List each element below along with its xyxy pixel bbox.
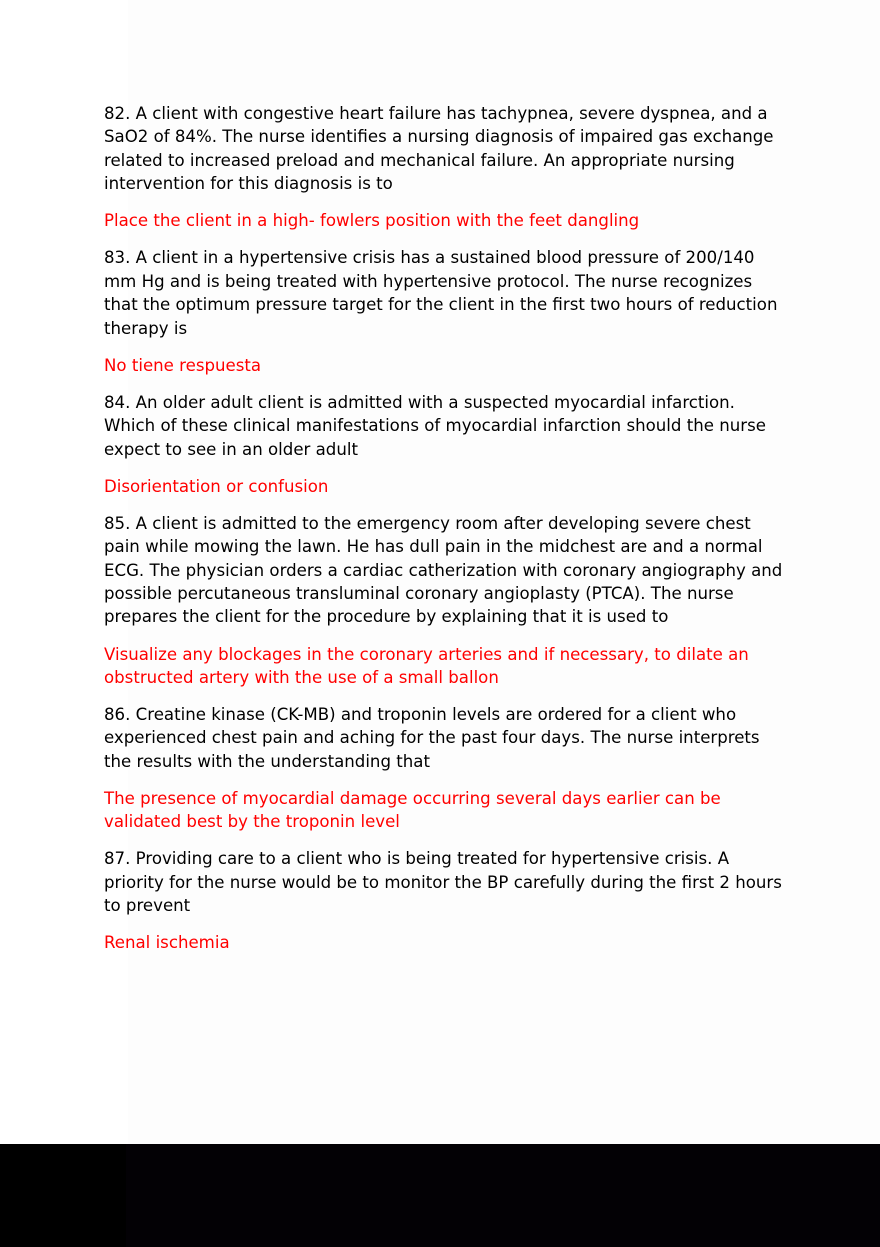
question-83: 83. A client in a hypertensive crisis has a sustained blood pressure of 200/140 mm Hg and is being treated with hypertensive protocol. The nurse recognizes that the optimum pressure target for the client in the first two hours of reduction therapy is — [104, 248, 778, 338]
answer-82: Place the client in a high- fowlers position with the feet dangling — [104, 211, 640, 231]
answer-83: No tiene respuesta — [104, 355, 262, 375]
document-content — [104, 102, 784, 968]
question-86: 86. Creatine kinase (CK-MB) and troponin levels are ordered for a client who experienced chest pain and aching for the past four days. The nurse interprets the results with the understanding that — [104, 705, 760, 771]
answer-84: Disorientation or confusion — [104, 476, 329, 496]
bottom-black-band — [0, 1144, 880, 1247]
answer-87: Renal ischemia — [104, 933, 230, 953]
question-85: 85. A client is admitted to the emergency room after developing severe chest pain while mowing the lawn. He has dull pain in the midchest are and a normal ECG. The physician orders a cardiac catherization with coronary angiography and possible percutaneous transluminal coronary angioplasty (PTCA). The nurse prepares the client for the procedure by explaining that it is used to — [104, 513, 783, 627]
answer-85: Visualize any blockages in the coronary arteries and if necessary, to dilate an obstructed artery with the use of a small ballon — [104, 644, 749, 687]
question-84: 84. An older adult client is admitted with a suspected myocardial infarction. Which of these clinical manifestations of myocardial infarction should the nurse expect to see in an older adult — [104, 392, 766, 459]
answer-86: The presence of myocardial damage occurring several days earlier can be validated best by the troponin level — [104, 788, 721, 832]
bottom-black-band-left — [0, 1144, 126, 1247]
question-82: 82. A client with congestive heart failure has tachypnea, severe dyspnea, and a SaO2 of 84%. The nurse identifies a nursing diagnosis of impaired gas exchange related to increased preload and mechanical failure. An appropriate nursing intervention for this diagnosis is to — [104, 104, 774, 194]
question-87: 87. Providing care to a client who is being treated for hypertensive crisis. A priority for the nurse would be to monitor the BP carefully during the first 2 hours to prevent — [104, 849, 782, 916]
